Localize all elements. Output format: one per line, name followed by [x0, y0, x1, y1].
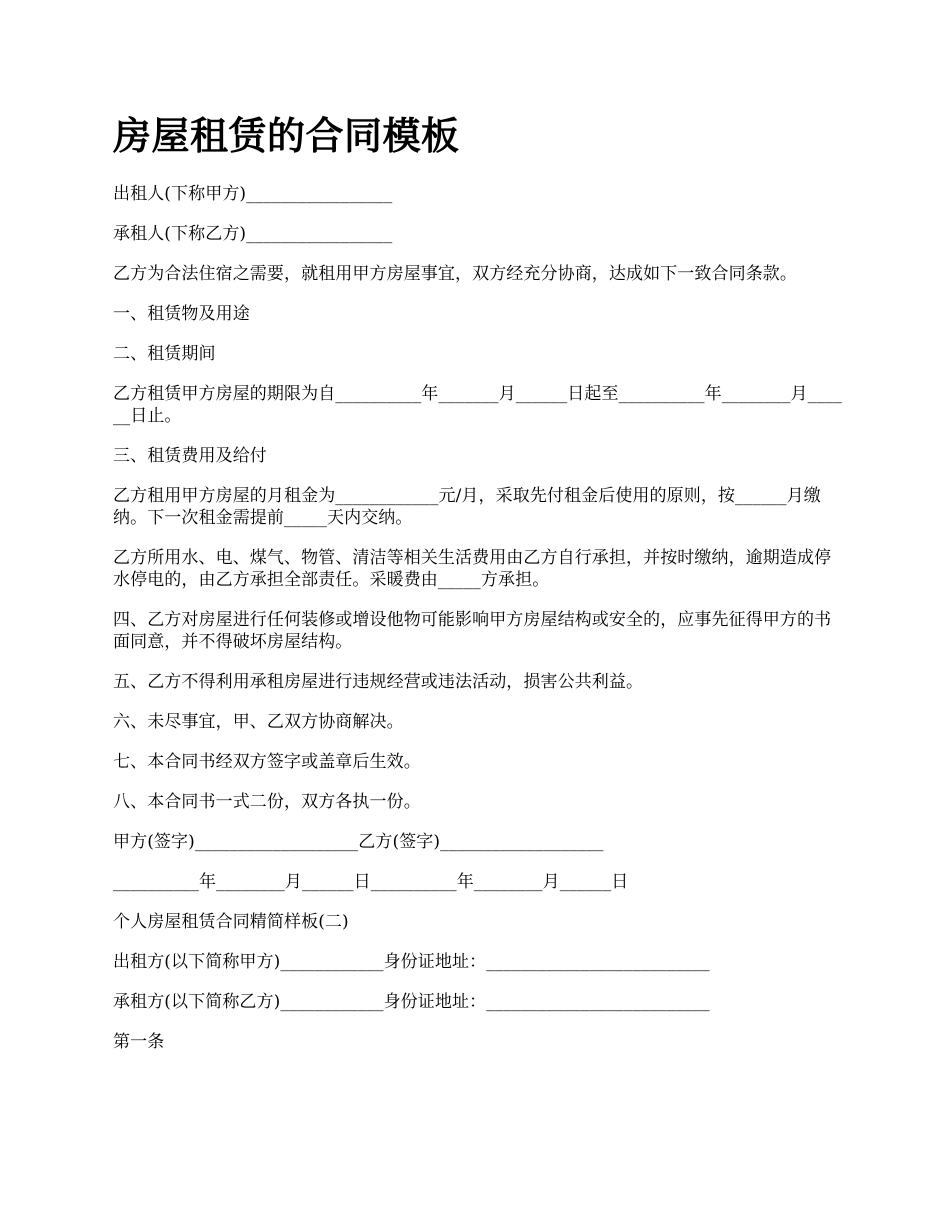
signature-line: 甲方(签字)___________________乙方(签字)___________________: [113, 832, 604, 852]
section-8-paragraph: 八、本合同书一式二份，双方各执一份。: [113, 792, 421, 812]
date-line: __________年________月______日__________年________月______日: [113, 872, 629, 892]
lessor-line: 出租人(下称甲方)_________________: [113, 184, 393, 204]
section-5-paragraph: 五、乙方不得利用承租房屋进行违规经营或违法活动，损害公共利益。: [113, 672, 644, 692]
second-lessor-line: 出租方(以下简称甲方)____________身份证地址：__________________________: [113, 952, 710, 972]
article-1-heading: 第一条: [113, 1032, 165, 1052]
second-template-heading: 个人房屋租赁合同精简样板(二): [113, 912, 349, 932]
second-lessee-line: 承租方(以下简称乙方)____________身份证地址：__________________________: [113, 992, 710, 1012]
section-7-paragraph: 七、本合同书经双方签字或盖章后生效。: [113, 752, 421, 772]
section-heading-2: 二、租赁期间: [113, 344, 216, 364]
preamble-paragraph: 乙方为合法住宿之需要，就租用甲方房屋事宜，双方经充分协商，达成如下一致合同条款。: [113, 264, 797, 284]
section-6-paragraph: 六、未尽事宜，甲、乙双方协商解决。: [113, 712, 404, 732]
lease-period-paragraph: 乙方租赁甲方房屋的期限为自__________年_______月______日起至__________年________月______日止。: [113, 384, 842, 426]
rent-paragraph: 乙方租用甲方房屋的月租金为____________元/月，采取先付租金后使用的原则，按______月缴纳。下一次租金需提前_____天内交纳。: [113, 486, 821, 528]
section-heading-1: 一、租赁物及用途: [113, 304, 250, 324]
document-title: 房屋租赁的合同模板: [113, 113, 460, 158]
section-4-paragraph: 四、乙方对房屋进行任何装修或增设他物可能影响甲方房屋结构或安全的，应事先征得甲方的书面同意，并不得破坏房屋结构。: [113, 610, 832, 652]
document-page: [113, 113, 848, 1071]
lessee-line: 承租人(下称乙方)_________________: [113, 224, 393, 244]
section-heading-3: 三、租赁费用及给付: [113, 446, 267, 466]
utilities-paragraph: 乙方所用水、电、煤气、物管、清洁等相关生活费用由乙方自行承担，并按时缴纳，逾期造成停水停电的，由乙方承担全部责任。采暖费由_____方承担。: [113, 548, 832, 590]
